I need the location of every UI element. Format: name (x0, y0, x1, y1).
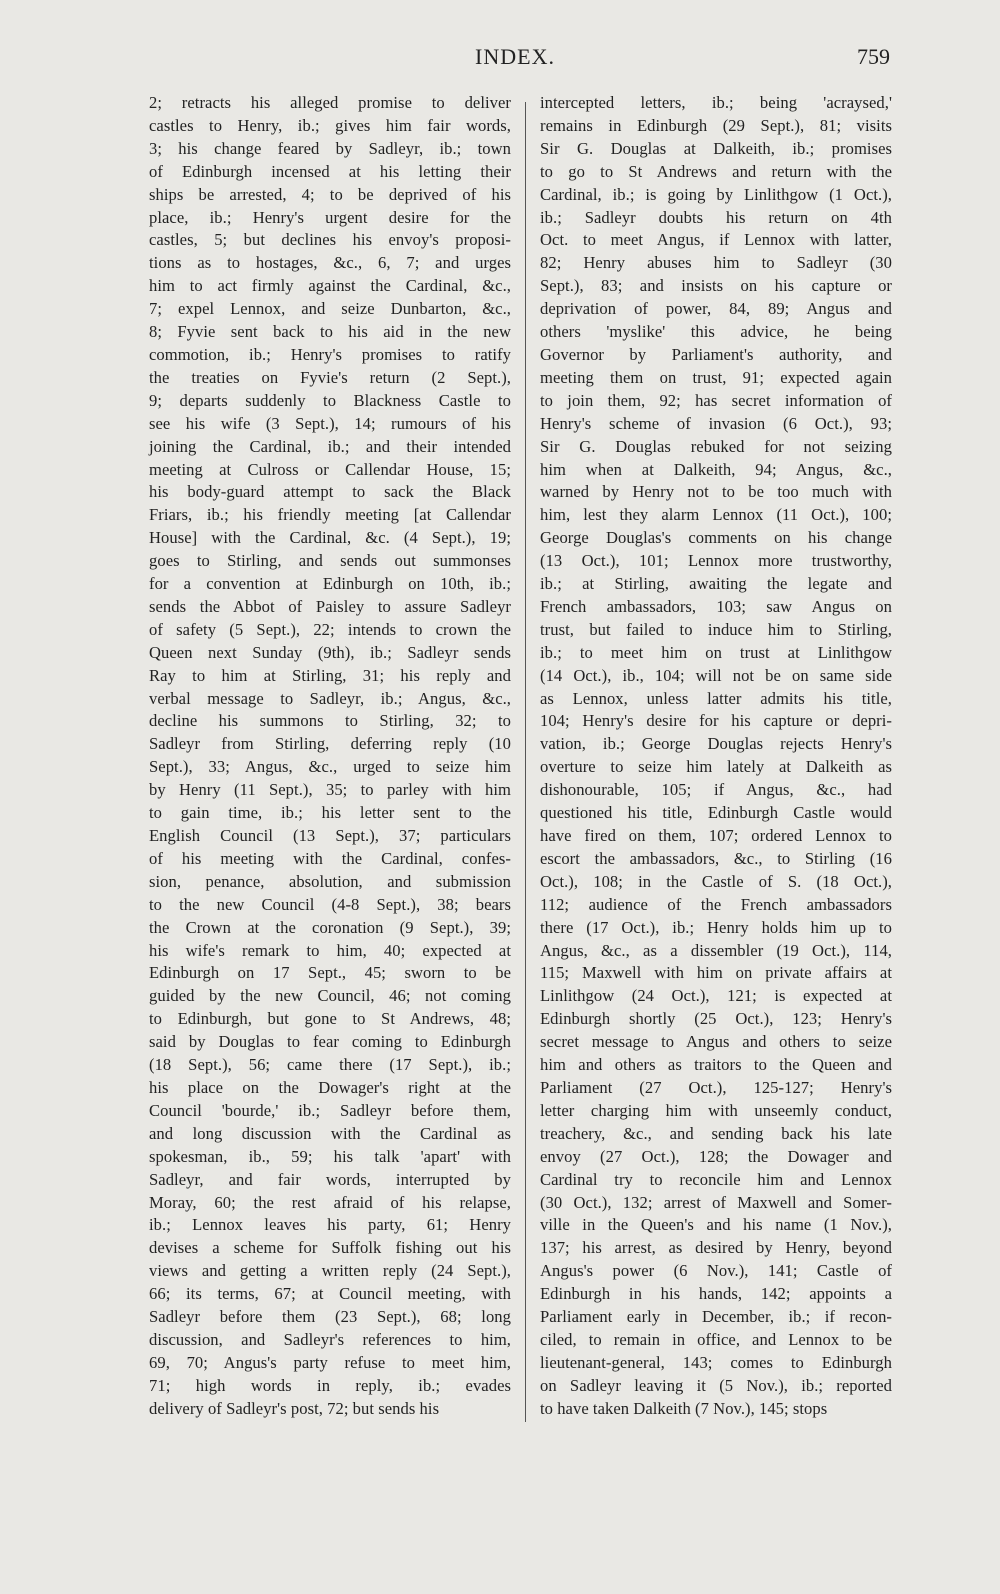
index-line: letter charging him with unseemly conduct, (540, 1100, 892, 1120)
index-line: for a convention at Edinburgh on 10th, ib.; (149, 574, 511, 594)
index-line: Angus, &c., as a dissembler (19 Oct.), 114, (540, 940, 892, 960)
column-divider (525, 102, 526, 1422)
index-line: questioned his title, Edinburgh Castle would (540, 803, 892, 823)
index-line: to the new Council (4-8 Sept.), 38; bears (149, 894, 511, 914)
index-line: 82; Henry abuses him to Sadleyr (30 (540, 253, 892, 273)
index-line: warned by Henry not to be too much with (540, 482, 892, 502)
index-line: ib.; Lennox leaves his party, 61; Henry (149, 1215, 511, 1235)
index-line: treachery, &c., and sending back his late (540, 1123, 892, 1143)
index-line: deprivation of power, 84, 89; Angus and (540, 299, 892, 319)
index-line: delivery of Sadleyr's post, 72; but sends his (149, 1398, 440, 1418)
index-line: (14 Oct.), ib., 104; will not be on same side (540, 665, 892, 685)
index-line: ships be arrested, 4; to be deprived of his (149, 184, 511, 204)
index-line: 71; high words in reply, ib.; evades (149, 1375, 511, 1395)
index-line: Sadleyr before them (23 Sept.), 68; long (149, 1307, 511, 1327)
index-line: verbal message to Sadleyr, ib.; Angus, &c., (149, 688, 511, 708)
index-line: 2; retracts his alleged promise to deliver (149, 93, 511, 112)
index-line: dishonourable, 105; if Angus, &c., had (540, 780, 892, 800)
index-line: (18 Sept.), 56; came there (17 Sept.), ib.; (149, 1055, 511, 1075)
index-line: Cardinal try to reconcile him and Lennox (540, 1169, 892, 1189)
index-line: ib.; Sadleyr doubts his return on 4th (540, 207, 892, 227)
index-line: and long discussion with the Cardinal as (149, 1123, 511, 1143)
index-line: Parliament early in December, ib.; if recon- (540, 1307, 892, 1327)
index-line: (13 Oct.), 101; Lennox more trustworthy, (540, 551, 892, 571)
index-line: 8; Fyvie sent back to his aid in the new (149, 322, 511, 342)
index-line: to have taken Dalkeith (7 Nov.), 145; stops (540, 1398, 828, 1418)
index-line: House] with the Cardinal, &c. (4 Sept.), 19; (149, 528, 511, 548)
index-line: Sept.), 33; Angus, &c., urged to seize him (149, 757, 511, 777)
index-line: his place on the Dowager's right at the (149, 1077, 511, 1097)
index-line: him, lest they alarm Lennox (11 Oct.), 100; (540, 505, 892, 525)
index-line: tions as to hostages, &c., 6, 7; and urges (149, 253, 511, 273)
index-line: devises a scheme for Suffolk fishing out his (149, 1238, 511, 1258)
index-line: 66; its terms, 67; at Council meeting, with (149, 1284, 511, 1304)
index-line: Sept.), 83; and insists on his capture or (540, 276, 892, 296)
index-line: Edinburgh on 17 Sept., 45; sworn to be (149, 963, 511, 983)
index-line: his wife's remark to him, 40; expected at (149, 940, 511, 960)
index-line: Ray to him at Stirling, 31; his reply and (149, 665, 511, 685)
index-line: on Sadleyr leaving it (5 Nov.), ib.; reported (540, 1375, 892, 1395)
index-line: 69, 70; Angus's party refuse to meet him, (149, 1352, 511, 1372)
index-line: 9; departs suddenly to Blackness Castle to (149, 390, 511, 410)
index-line: 7; expel Lennox, and seize Dunbarton, &c., (149, 299, 511, 319)
index-line: 137; his arrest, as desired by Henry, beyond (540, 1238, 892, 1258)
index-line: Oct. to meet Angus, if Lennox with latter, (540, 230, 892, 250)
index-line: there (17 Oct.), ib.; Henry holds him up to (540, 917, 892, 937)
index-line: the treaties on Fyvie's return (2 Sept.), (149, 367, 511, 387)
index-line: his body-guard attempt to sack the Black (149, 482, 511, 502)
index-line: intercepted letters, ib.; being 'acraysed,' (540, 93, 892, 112)
index-line: English Council (13 Sept.), 37; particulars (149, 826, 511, 845)
index-line: guided by the new Council, 46; not coming (149, 986, 511, 1006)
index-line: sends the Abbot of Paisley to assure Sadleyr (149, 596, 511, 616)
index-line: 3; his change feared by Sadleyr, ib.; town (149, 138, 511, 158)
index-line: Sadleyr, and fair words, interrupted by (149, 1169, 511, 1189)
index-line: Sadleyr from Stirling, deferring reply (10 (149, 734, 511, 754)
index-line: Governor by Parliament's authority, and (540, 344, 892, 364)
index-line: Henry's scheme of invasion (6 Oct.), 93; (540, 413, 892, 433)
index-line: remains in Edinburgh (29 Sept.), 81; visits (540, 115, 892, 135)
index-line: place, ib.; Henry's urgent desire for the (149, 207, 511, 227)
index-line: castles to Henry, ib.; gives him fair words, (149, 115, 511, 135)
index-line: Linlithgow (24 Oct.), 121; is expected at (540, 986, 892, 1006)
index-line: of safety (5 Sept.), 22; intends to crown the (149, 619, 511, 639)
index-line: discussion, and Sadleyr's references to him, (149, 1329, 511, 1349)
index-line: see his wife (3 Sept.), 14; rumours of his (149, 413, 511, 433)
index-line: goes to Stirling, and sends out summonses (149, 551, 511, 571)
index-line: Sir G. Douglas rebuked for not seizing (540, 436, 892, 456)
page-title: INDEX. (475, 44, 555, 69)
index-line: ville in the Queen's and his name (1 Nov.), (540, 1215, 892, 1235)
index-line: ib.; at Stirling, awaiting the legate and (540, 574, 892, 594)
index-line: French ambassadors, 103; saw Angus on (540, 596, 892, 616)
index-line: to Edinburgh, but gone to St Andrews, 48; (149, 1009, 511, 1029)
page-number: 759 (857, 44, 890, 69)
index-line: the Crown at the coronation (9 Sept.), 39; (149, 917, 511, 937)
index-line: Oct.), 108; in the Castle of S. (18 Oct.), (540, 871, 892, 891)
index-line: overture to seize him lately at Dalkeith as (540, 757, 892, 777)
index-line: to gain time, ib.; his letter sent to the (149, 803, 511, 823)
index-line: to join them, 92; has secret information of (540, 390, 892, 410)
index-line: trust, but failed to induce him to Stirling, (540, 619, 892, 639)
index-column-left (149, 92, 511, 1421)
index-line: him and others as traitors to the Queen and (540, 1055, 892, 1075)
index-line: Queen next Sunday (9th), ib.; Sadleyr sends (149, 642, 511, 662)
index-line: lieutenant-general, 143; comes to Edinburgh (540, 1352, 892, 1372)
index-line: views and getting a written reply (24 Sept.), (149, 1261, 511, 1281)
index-line: by Henry (11 Sept.), 35; to parley with him (149, 780, 511, 800)
index-line: 112; audience of the French ambassadors (540, 894, 892, 914)
index-line: ciled, to remain in office, and Lennox to be (540, 1329, 892, 1349)
index-line: him when at Dalkeith, 94; Angus, &c., (540, 459, 892, 479)
index-column-right (540, 92, 892, 1421)
index-line: Council 'bourde,' ib.; Sadleyr before them, (149, 1100, 511, 1120)
index-line: spokesman, ib., 59; his talk 'apart' with (149, 1146, 511, 1166)
index-line: Parliament (27 Oct.), 125-127; Henry's (540, 1077, 892, 1097)
index-line: meeting them on trust, 91; expected again (540, 367, 892, 387)
index-line: to go to St Andrews and return with the (540, 161, 892, 181)
index-line: meeting at Culross or Callendar House, 15; (149, 459, 511, 479)
index-line: secret message to Angus and others to seize (540, 1032, 892, 1052)
index-line: 115; Maxwell with him on private affairs at (540, 963, 892, 983)
index-line: Sir G. Douglas at Dalkeith, ib.; promises (540, 138, 892, 158)
index-line: Friars, ib.; his friendly meeting [at Callendar (149, 505, 511, 525)
index-line: commotion, ib.; Henry's promises to ratify (149, 344, 511, 364)
running-head (0, 44, 1000, 74)
index-line: George Douglas's comments on his change (540, 528, 892, 548)
index-line: Edinburgh in his hands, 142; appoints a (540, 1284, 892, 1304)
index-line: escort the ambassadors, &c., to Stirling (16 (540, 848, 892, 868)
index-line: ib.; to meet him on trust at Linlithgow (540, 642, 892, 662)
index-line: said by Douglas to fear coming to Edinburgh (149, 1032, 511, 1052)
index-line: envoy (27 Oct.), 128; the Dowager and (540, 1146, 892, 1166)
index-line: have fired on them, 107; ordered Lennox to (540, 826, 892, 845)
index-line: of his meeting with the Cardinal, confes- (149, 848, 511, 868)
index-line: Cardinal, ib.; is going by Linlithgow (1 Oct.), (540, 184, 892, 204)
index-line: sion, penance, absolution, and submission (149, 871, 511, 891)
index-line: others 'myslike' this advice, he being (540, 322, 892, 342)
index-line: decline his summons to Stirling, 32; to (149, 711, 511, 731)
index-line: Moray, 60; the rest afraid of his relapse, (149, 1192, 511, 1212)
index-line: as Lennox, unless latter admits his title, (540, 688, 892, 708)
index-line: Edinburgh shortly (25 Oct.), 123; Henry's (540, 1009, 892, 1029)
index-line: (30 Oct.), 132; arrest of Maxwell and Somer- (540, 1192, 892, 1212)
index-line: of Edinburgh incensed at his letting their (149, 161, 511, 181)
index-line: Angus's power (6 Nov.), 141; Castle of (540, 1261, 892, 1281)
index-line: vation, ib.; George Douglas rejects Henry's (540, 734, 892, 754)
index-line: 104; Henry's desire for his capture or depri- (540, 711, 892, 731)
index-line: him to act firmly against the Cardinal, &c., (149, 276, 511, 296)
index-line: joining the Cardinal, ib.; and their intended (149, 436, 511, 456)
index-line: castles, 5; but declines his envoy's proposi- (149, 230, 511, 250)
